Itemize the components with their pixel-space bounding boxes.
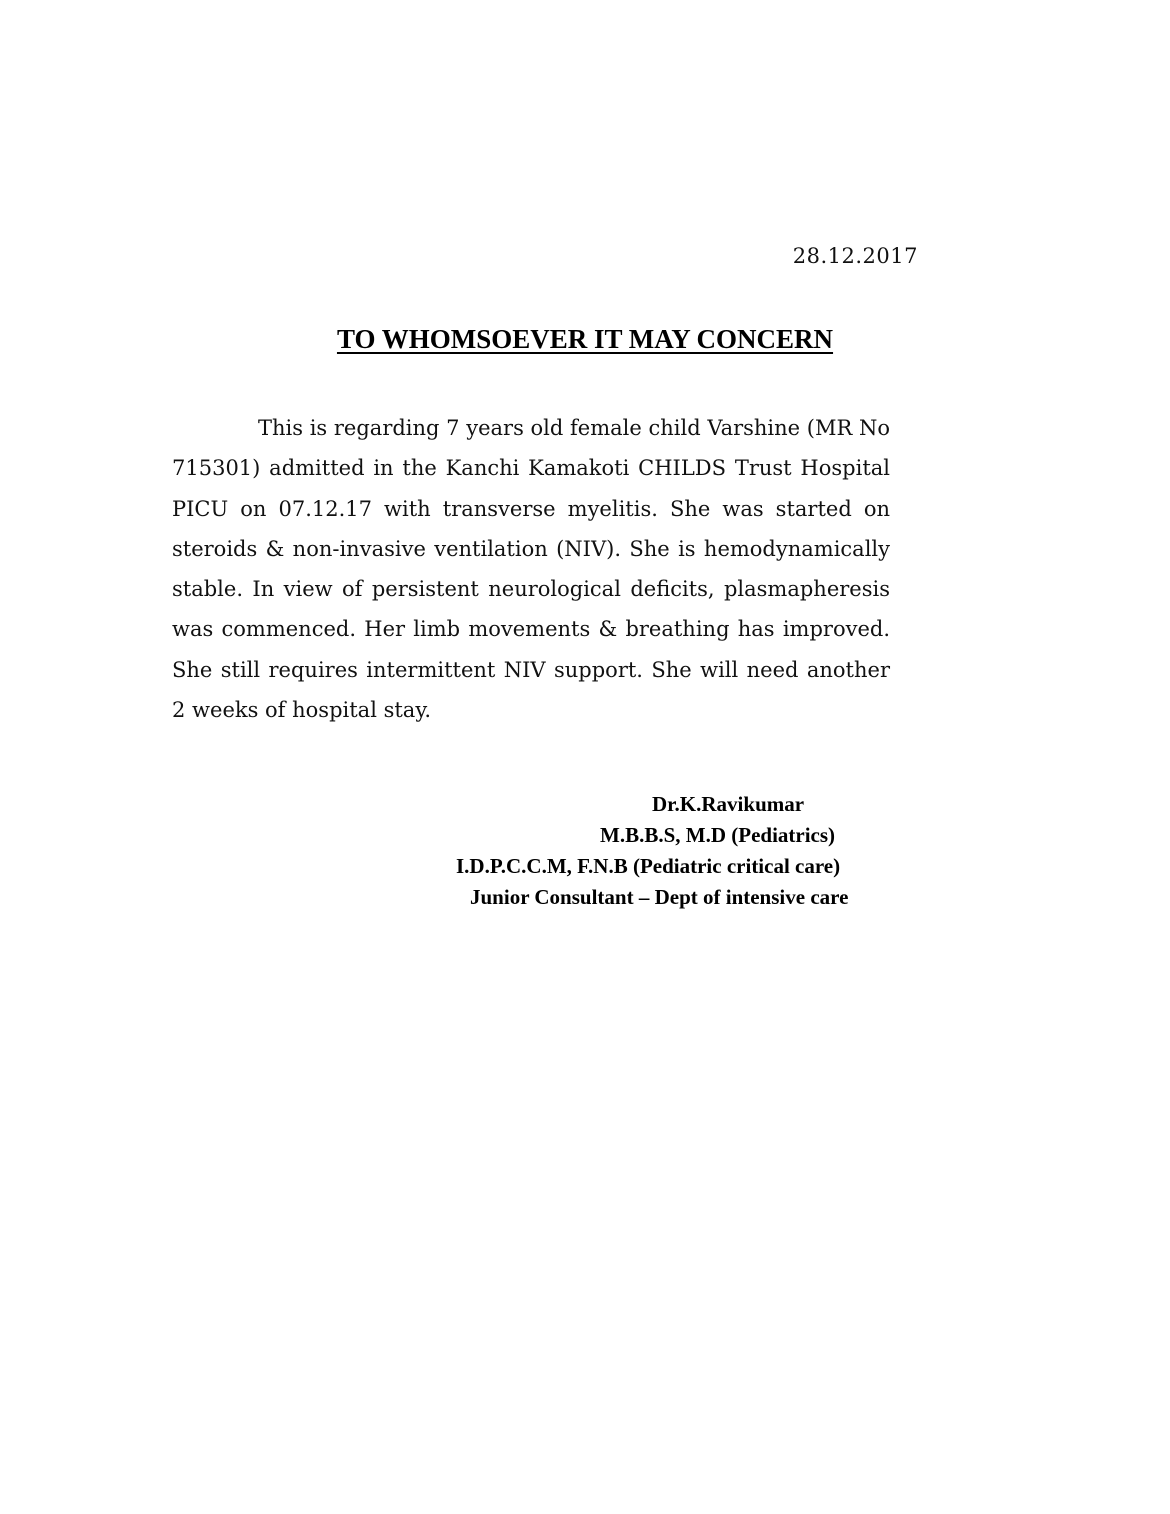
letter-heading: TO WHOMSOEVER IT MAY CONCERN [336,324,834,354]
letter-body: This is regarding 7 years old female child Varshine (MR No 715301) admitted in the Kanchi Kamakoti CHILDS Trust Hospital PICU on 07.12.17 with transverse myelitis. She was started on steroids & non-invasive ventilation (NIV). She is hemodynamically stable. In view of persistent neurological deficits, plasmapheresis was commenced. Her limb movements & breathing has improved. She still requires intermittent NIV support. She will need another 2 weeks of hospital stay. [172,416,890,723]
signature-block [420,789,895,913]
letter-date: 28.12.2017 [792,244,918,268]
doctor-name: Dr.K.Ravikumar [652,792,805,816]
doctor-title: Junior Consultant – Dept of intensive care [470,885,849,909]
doctor-qualification-secondary: I.D.P.C.C.M, F.N.B (Pediatric critical care) [456,854,841,878]
doctor-qualification-primary: M.B.B.S, M.D (Pediatrics) [600,823,836,847]
